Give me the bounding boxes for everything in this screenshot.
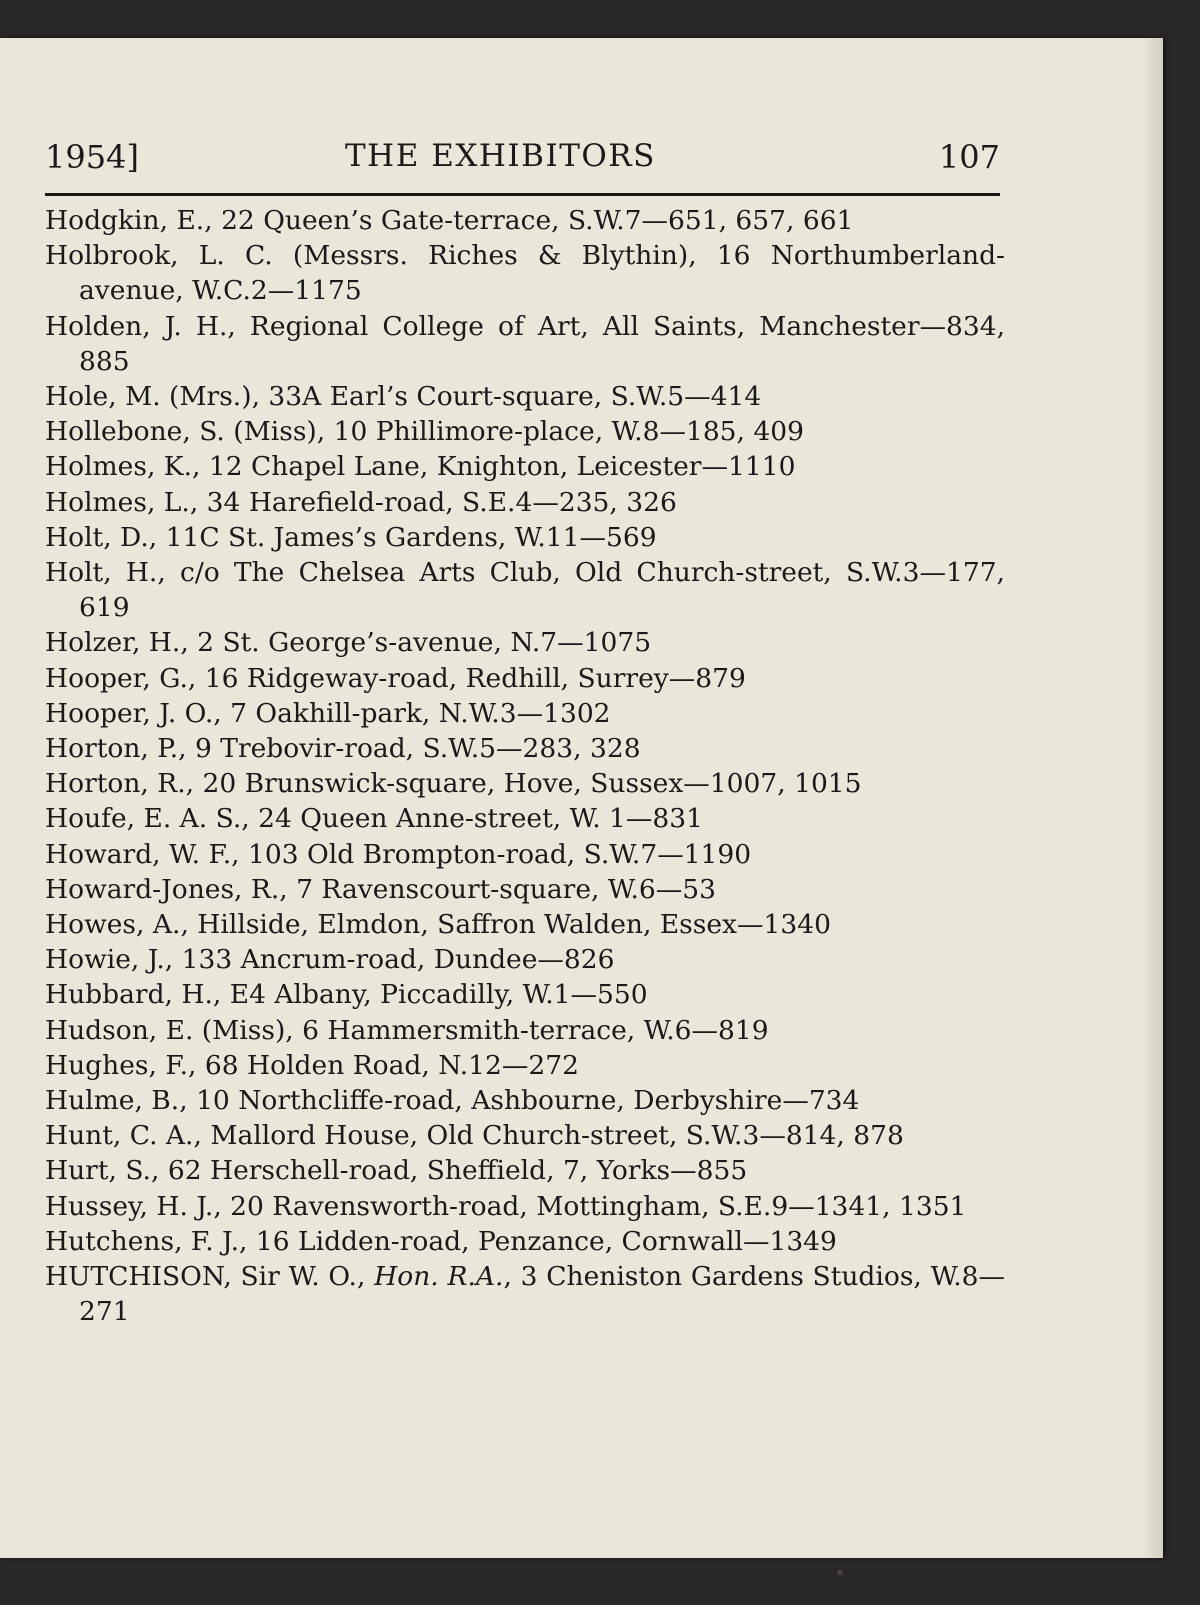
entry-name: Howard-Jones, R. [45,873,280,905]
list-item [45,1153,1005,1188]
entry-numbers: 1341, 1351 [814,1190,967,1222]
entry-address: , 3 Cheniston Gardens Studios, W.8 [503,1261,979,1293]
entry-numbers: 272 [528,1049,579,1081]
list-item [45,1083,1005,1118]
entry-numbers: 271 [79,1296,130,1328]
entry-name: Hollebone, S. (Miss) [45,416,317,448]
entry-address: , 20 Brunswick-square, Hove, Sussex [185,768,684,800]
entry-name: Holt, D. [45,521,149,553]
list-item [45,696,1005,731]
entry-numbers: 834, 885 [79,310,1006,377]
list-item [45,203,1005,238]
list-item [45,872,1005,907]
header-page-number: 107 [938,138,1000,176]
entry-address: , 10 Phillimore-place, W.8 [316,416,660,448]
entry-address: , 11C St. James’s Gardens, W.11 [148,521,580,553]
entry-name: Hooper, J. O. [45,697,214,729]
entry-numbers: 1349 [769,1225,837,1257]
entry-address: , Mallord House, Old Church-street, S.W.3 [193,1120,760,1152]
entry-numbers: 651, 657, 661 [668,205,854,236]
exhibitor-list [45,203,1005,1330]
entry-name: Hole, M. (Mrs.) [45,381,252,413]
entry-name: Hunt, C. A. [45,1120,194,1152]
entry-numbers: 569 [606,521,657,553]
entry-name: Hudson, E. (Miss) [45,1014,286,1046]
entry-numbers: 826 [563,944,615,976]
entry-name: Howes, A. [45,909,181,941]
list-item [45,661,1005,696]
list-item [45,555,1005,625]
entry-name: Hughes, F. [45,1049,189,1081]
list-item [45,942,1005,977]
list-item [45,731,1005,766]
list-item [45,801,1005,836]
entry-address: , E4 Albany, Piccadilly, W.1 [212,979,571,1011]
list-item [45,1048,1005,1083]
list-item [45,449,1005,484]
header-rule [45,193,1000,196]
entry-address: , 7 Oakhill-park, N.W.3 [213,697,517,729]
entry-name: Horton, P. [45,733,179,765]
entry-name: HUTCHISON, Sir W. O., [45,1261,366,1293]
entry-numbers: 1075 [583,627,652,659]
entry-numbers: 550 [597,979,648,1011]
entry-name: Hooper, G. [45,662,188,694]
entry-name: Horton, R. [45,768,186,800]
entry-address: , 133 Ancrum-road, Dundee [164,944,538,976]
entry-address: (Messrs. Riches & Blythin), 16 Northumberland-avenue, W.C.2 [79,240,1005,307]
entry-numbers: 879 [695,662,746,694]
entry-name: Holt, H. [45,557,158,589]
header-year: 1954] [45,138,139,176]
entry-address: , 16 Ridgeway-road, Redhill, Surrey [187,662,669,694]
list-item [45,766,1005,801]
entry-name: Hubbard, H. [45,979,213,1011]
entry-address: , 9 Trebovir-road, S.W.5 [178,733,497,765]
entry-address: , 10 Northcliffe-road, Ashbourne, Derbyshire [179,1085,783,1117]
list-item-hutchison [45,1259,1005,1329]
entry-name: Holmes, K. [45,451,193,483]
list-item [45,837,1005,872]
entry-numbers: 1007, 1015 [709,768,862,800]
entry-address: , 62 Herschell-road, Sheffield, 7, Yorks [150,1155,671,1187]
entry-numbers: 414 [710,381,762,413]
entry-name: Houfe, E. A. S. [45,803,242,835]
entry-name: Howie, J. [45,944,165,976]
entry-address: , 6 Hammersmith-terrace, W.6 [285,1014,692,1046]
entry-numbers: 235, 326 [558,486,677,518]
entry-name: Hutchens, F. J. [45,1225,240,1257]
entry-honour: Hon. R.A. [374,1261,504,1293]
entry-numbers: 1190 [683,838,752,870]
entry-name: Hurt, S. [45,1155,151,1187]
entry-address: , 34 Harefield-road, S.E.4 [189,486,533,518]
entry-numbers: 1302 [543,697,611,729]
list-item [45,977,1005,1012]
entry-numbers: 1175 [294,275,362,307]
header-title: THE EXHIBITORS [345,138,656,174]
running-header [45,138,1000,198]
entry-name: Hussey, H. J. [45,1190,214,1222]
list-item [45,379,1005,414]
entry-numbers: 177, 619 [79,557,1005,624]
entry-address: , 33A Earl’s Court-square, S.W.5 [251,381,685,413]
entry-name: Holden, J. H. [45,310,228,342]
list-item [45,1118,1005,1153]
entry-name: Howard, W. F. [45,838,232,870]
entry-address: , 22 Queen’s Gate-terrace, S.W.7 [204,205,642,236]
entry-address: , 16 Lidden-road, Penzance, Cornwall [239,1225,743,1257]
page-edge [1145,38,1163,1558]
list-item [45,625,1005,660]
entry-numbers: 814, 878 [785,1120,904,1152]
entry-numbers: 831 [652,803,704,835]
entry-numbers: 819 [718,1014,769,1046]
entry-name: Hodgkin, E. [45,205,205,236]
entry-numbers: 734 [808,1085,860,1117]
book-page [0,38,1163,1558]
list-item [45,1189,1005,1224]
entry-numbers: 855 [696,1155,748,1187]
list-item [45,485,1005,520]
entry-address: , Regional College of Art, All Saints, Manchester [227,310,920,342]
entry-numbers: 53 [682,873,716,905]
list-item [45,520,1005,555]
entry-name: Hulme, B. [45,1085,180,1117]
list-item [45,1224,1005,1259]
entry-address: , 68 Holden Road, N.12 [188,1049,502,1081]
entry-address: , 7 Ravenscourt-square, W.6 [279,873,656,905]
list-item [45,309,1005,379]
entry-numbers: 185, 409 [685,416,804,448]
entry-numbers: 283, 328 [522,733,641,765]
entry-address: , c/o The Chelsea Arts Club, Old Church-street, S.W.3 [157,557,920,589]
entry-address: , 24 Queen Anne-street, W. 1 [241,803,626,835]
entry-numbers: 1340 [763,909,831,941]
list-item [45,1013,1005,1048]
list-item [45,907,1005,942]
list-item [45,238,1005,308]
list-item [45,414,1005,449]
entry-address: , 103 Old Brompton-road, S.W.7 [231,838,658,870]
entry-name: Holzer, H. [45,627,181,659]
entry-name: Holbrook, L. C. [45,240,273,272]
entry-address: , Hillside, Elmdon, Saffron Walden, Essex [180,909,738,941]
entry-name: Holmes, L. [45,486,190,518]
entry-address: , 20 Ravensworth-road, Mottingham, S.E.9 [213,1190,789,1222]
entry-address: , 2 St. George’s-avenue, N.7 [180,627,558,659]
entry-address: , 12 Chapel Lane, Knighton, Leicester [192,451,702,483]
entry-numbers: 1110 [727,451,796,483]
